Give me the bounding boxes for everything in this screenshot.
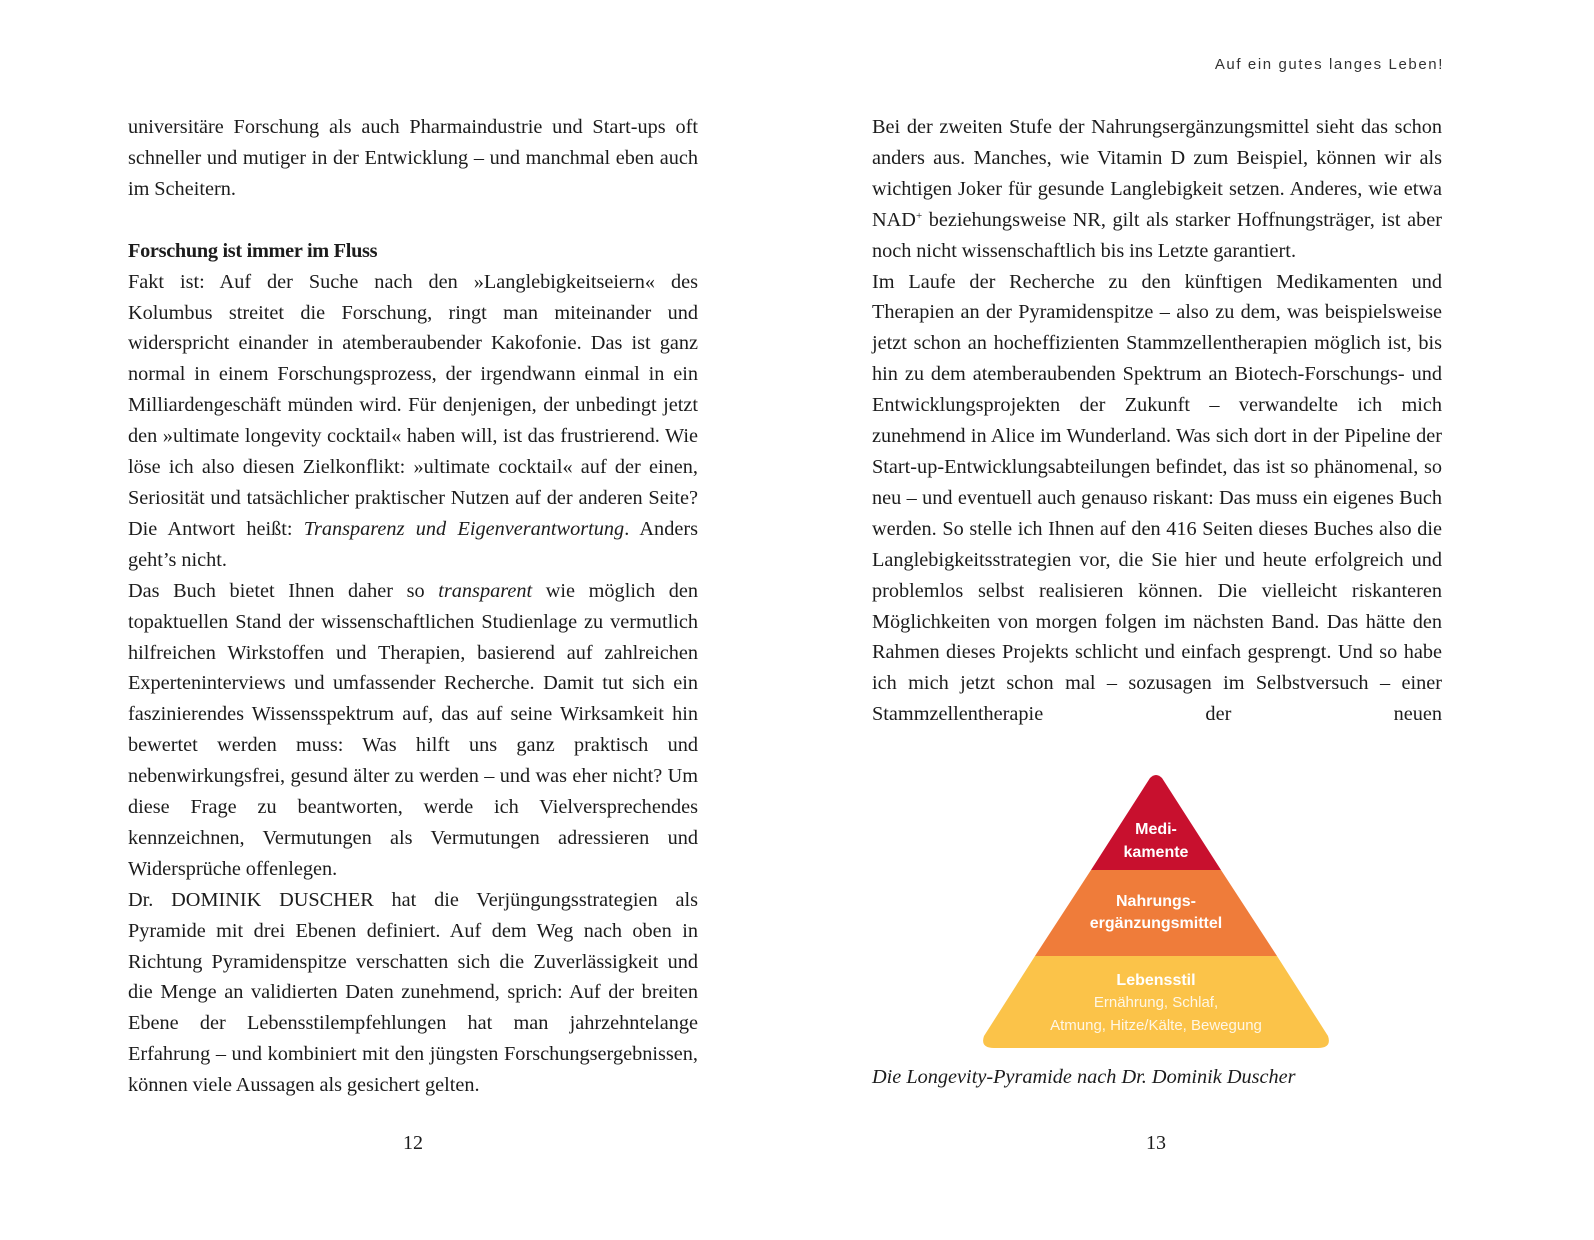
text-run: . Anders geht’s nicht.: [128, 517, 698, 571]
right-page-text: [872, 112, 1442, 730]
pyramid-bottom-sub-2: Atmung, Hitze/Kälte, Bewegung: [1050, 1017, 1262, 1034]
text-run: Das Buch bietet Ihnen daher so: [128, 579, 439, 602]
paragraph: [128, 267, 698, 576]
text-run: beziehungsweise NR, gilt als starker Hoffnungsträger, ist aber noch nicht wissenschaftlich bis ins Letzte garantiert.: [872, 208, 1442, 262]
emphasis: transparent: [438, 579, 533, 602]
paragraph: universitäre Forschung als auch Pharmaindustrie und Start-ups oft schneller und mutiger in der Entwicklung – und manchmal eben auch im Scheitern.: [128, 116, 698, 200]
text-run: wie möglich den topaktuellen Stand der wissenschaftlichen Studienlage zu vermutlich hilfreichen Wirkstoffen und Therapien, basierend auf zahlreichen Experteninterviews und umfassender Recherche. Damit tut sich ein faszinierendes Wissensspektrum auf, das auf seine Wirksamkeit hin bewertet werden muss: Was hilft uns ganz praktisch und nebenwirkungsfrei, gesund älter zu werden – und was eher nicht? Um diese Frage zu beantworten, werde ich Vielversprechendes kennzeichnen, Vermutungen als Vermutungen adressieren und Widersprüche offenlegen.: [128, 579, 698, 880]
text-run: Fakt ist: Auf der Suche nach den »Langlebigkeitseiern« des Kolumbus streitet die Forschung, ringt man miteinander und widerspricht einander in atemberaubender Kakofonie. Das ist ganz normal in einem Forschungsprozess, der irgendwann einmal in ein Milliardengeschäft münden wird. Für denjenigen, der unbedingt jetzt den »ultimate longevity cocktail« haben will, ist das frustrierend. Wie löse ich also diesen Zielkonflikt: »ultimate cocktail« auf der einen, Seriosität und tatsächlicher praktischer Nutzen auf der anderen Seite? Die Antwort heißt:: [128, 270, 698, 540]
figure-caption: Die Longevity-Pyramide nach Dr. Dominik Duscher: [872, 1066, 1296, 1088]
superscript: +: [915, 209, 923, 222]
running-head: Auf ein gutes langes Leben!: [1214, 56, 1444, 73]
pyramid-top-label-2: kamente: [1123, 844, 1189, 861]
emphasis: Transparenz und Eigenverantwortung: [303, 517, 625, 540]
pyramid-bottom-sub-1: Ernährung, Schlaf,: [1093, 994, 1219, 1011]
section-heading: Forschung ist immer im Fluss: [128, 239, 378, 262]
pyramid-middle-label-1: Nahrungs-: [1116, 893, 1196, 910]
paragraph: [128, 576, 698, 885]
page-number-right: 13: [1146, 1132, 1166, 1154]
pyramid-top-label-1: Medi-: [1135, 821, 1177, 838]
pyramid-tier-middle: [1035, 870, 1277, 956]
paragraph: Im Laufe der Recherche zu den künftigen Medikamenten und Therapien an der Pyramidenspitze – also zu dem, was beispielsweise jetzt schon an hocheffizienten Stammzellentherapien möglich ist, bis hin zu dem atemberaubenden Spektrum an Biotech-Forschungs- und Entwicklungsprojekten der Zukunft – verwandelte ich mich zunehmend in Alice im Wunderland. Was sich dort in der Pipeline der Start-up-Entwicklungsabteilungen befindet, das ist so phänomenal, so neu – und eventuell auch genauso riskant: Das muss ein eigenes Buch werden. So stelle ich Ihnen auf den 416 Seiten dieses Buches also die Langlebigkeitsstrategien vor, die Sie hier und heute erfolgreich und problemlos selbst realisieren können. Die vielleicht riskanteren Möglichkeiten von morgen folgen im nächsten Band. Das hätte den Rahmen dieses Projekts schlicht und einfach gesprengt. Und so habe ich mich jetzt schon mal – sozusagen im Selbstversuch – einer Stammzellentherapie der neuen: [872, 270, 1442, 726]
page-number-left: 12: [403, 1132, 423, 1154]
paragraph: [872, 112, 1442, 267]
text-run: Bei der zweiten Stufe der Nahrungsergänzungsmittel sieht das schon anders aus. Manches, wie Vitamin D zum Beispiel, können wir als wichtigen Joker für gesunde Langlebigkeit setzen. Anderes, wie etwa NAD: [872, 116, 1442, 231]
pyramid-bottom-title: Lebensstil: [1116, 972, 1196, 989]
left-page-text: [128, 112, 698, 1101]
longevity-pyramid: [978, 772, 1334, 1054]
pyramid-middle-label-2: ergänzungsmittel: [1089, 915, 1223, 932]
paragraph: Dr. DOMINIK DUSCHER hat die Verjüngungsstrategien als Pyramide mit drei Ebenen definiert. Auf dem Weg nach oben in Richtung Pyramidenspitze verschatten sich die Zuverlässigkeit und die Menge an validierten Daten zunehmend, sprich: Auf der breiten Ebene der Lebensstilempfehlungen hat man jahrzehntelange Erfahrung – und kombiniert mit den jüngsten Forschungsergebnissen, können viele Aussagen als gesichert gelten.: [128, 888, 698, 1097]
